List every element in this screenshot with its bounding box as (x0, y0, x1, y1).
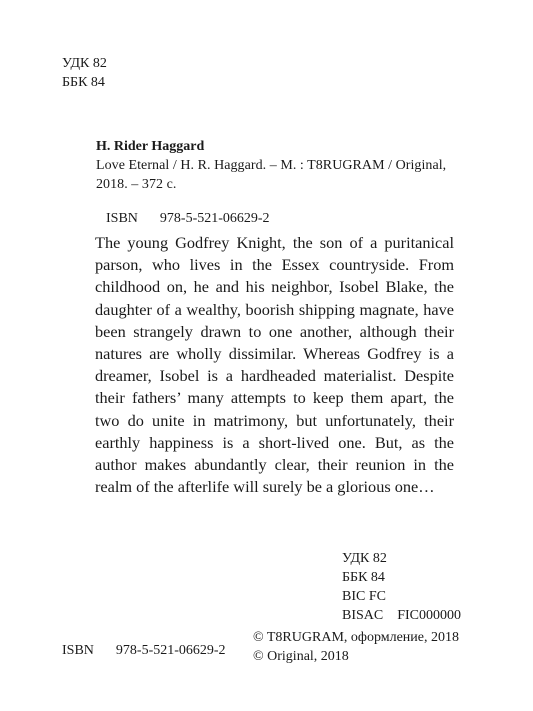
book-annotation: The young Godfrey Knight, the son of a puritanical parson, who lives in the Essex countryside. From childhood on, he and his neighbor, Isobel Blake, the daughter of a wealthy, boorish shipping magnate, have been strangely drawn to one another, although their natures are wholly dissimilar. Whereas Godfrey is a dreamer, Isobel is a hardheaded materialist. Despite their fathers’ many attempts to keep them apart, the two do unite in matrimony, but unfortunately, their earthly happiness is a short-lived one. But, as the author makes abundantly clear, their reunion in the realm of the afterlife will surely be a glorious one… (95, 233, 454, 497)
copyright-line-original: © Original, 2018 (253, 649, 349, 664)
udk-code: УДК 82 (62, 56, 107, 71)
bbk-code-bottom: ББК 84 (342, 570, 385, 585)
bbk-code: ББК 84 (62, 75, 105, 90)
bisac-code (342, 606, 461, 625)
copyright-notice (253, 628, 459, 666)
bic-code: BIC FC (342, 589, 386, 604)
bisac-label: BISAC (342, 608, 384, 623)
isbn-bottom (62, 641, 226, 660)
udk-code-bottom: УДК 82 (342, 551, 387, 566)
biblio-line-1: Love Eternal / H. R. Haggard. – M. : T8RUGRAM / Original, (96, 158, 447, 173)
biblio-line-2: 2018. – 372 c. (96, 177, 177, 192)
bisac-value: FIC000000 (397, 608, 462, 623)
copyright-line-publisher: © T8RUGRAM, оформление, 2018 (253, 630, 460, 645)
isbn-label: ISBN (106, 211, 138, 226)
isbn-record (96, 209, 456, 228)
bibliographic-record (96, 137, 456, 228)
author-name: H. Rider Haggard (96, 139, 205, 154)
isbn-bottom-label: ISBN (62, 643, 94, 658)
isbn-value: 978-5-521-06629-2 (159, 211, 270, 226)
top-classification-codes (62, 54, 107, 92)
isbn-bottom-value: 978-5-521-06629-2 (115, 643, 226, 658)
classification-codes (342, 549, 461, 625)
